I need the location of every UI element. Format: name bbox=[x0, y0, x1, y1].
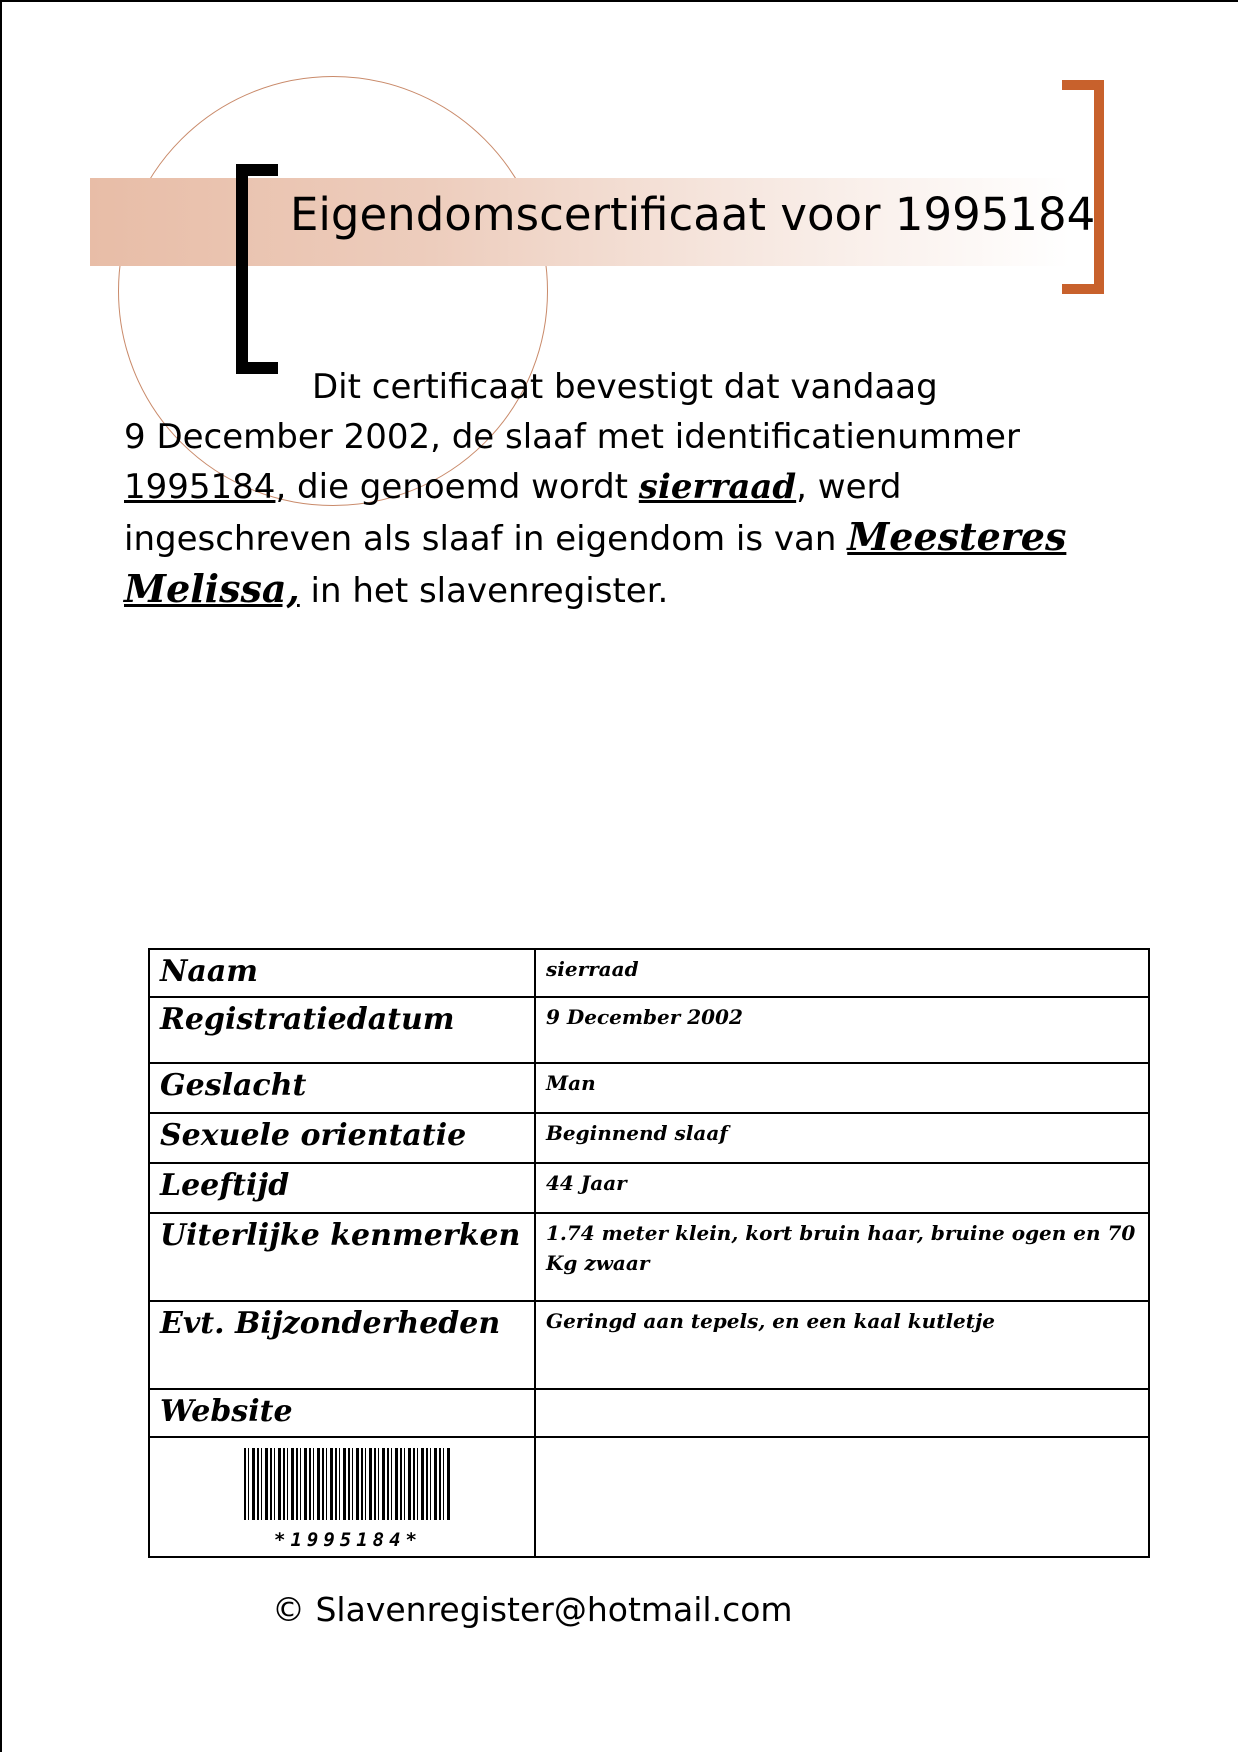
row-value-uiterlijke-kenmerken: 1.74 meter klein, kort bruin haar, bruine ogen en 70 Kg zwaar bbox=[535, 1213, 1149, 1301]
row-label-geslacht: Geslacht bbox=[149, 1063, 535, 1113]
statement-owner-name-1: Meesteres bbox=[847, 514, 1067, 559]
row-value-website bbox=[535, 1389, 1149, 1437]
row-label-leeftijd: Leeftijd bbox=[149, 1163, 535, 1213]
statement-text-5: ingeschreven als slaaf in eigendom is van bbox=[124, 519, 848, 559]
statement-id-number: 1995184 bbox=[124, 467, 276, 507]
statement-text-4: , werd bbox=[796, 467, 902, 507]
barcode-text: *1995184* bbox=[274, 1529, 422, 1551]
statement-date-text: 9 December 2002, de slaaf met identificatienummer bbox=[124, 417, 1020, 457]
row-value-bijzonderheden: Geringd aan tepels, en een kaal kutletje bbox=[535, 1301, 1149, 1389]
table-row bbox=[149, 1063, 1149, 1113]
copyright-email: © Slavenregister@hotmail.com bbox=[272, 1590, 793, 1629]
barcode-icon bbox=[244, 1448, 452, 1520]
row-value-sexuele-orientatie: Beginnend slaaf bbox=[535, 1113, 1149, 1163]
row-value-naam: sierraad bbox=[535, 949, 1149, 997]
barcode-container bbox=[160, 1442, 524, 1552]
statement-text-3: , die genoemd wordt bbox=[275, 467, 639, 507]
table-row bbox=[149, 1213, 1149, 1301]
table-row bbox=[149, 949, 1149, 997]
statement-owner-name-2: Melissa, bbox=[124, 566, 300, 611]
table-row bbox=[149, 1163, 1149, 1213]
left-bracket-decoration bbox=[236, 164, 278, 374]
row-value-leeftijd: 44 Jaar bbox=[535, 1163, 1149, 1213]
statement-slave-name: sierraad bbox=[638, 467, 797, 507]
statement-line-1: Dit certificaat bevestigt dat vandaag bbox=[312, 367, 938, 407]
registration-table bbox=[148, 948, 1150, 1558]
row-label-website: Website bbox=[149, 1389, 535, 1437]
right-bracket-decoration bbox=[1062, 80, 1104, 294]
certificate-statement bbox=[124, 362, 1084, 616]
row-value-geslacht: Man bbox=[535, 1063, 1149, 1113]
barcode-cell bbox=[149, 1437, 535, 1557]
row-label-sexuele-orientatie: Sexuele orientatie bbox=[149, 1113, 535, 1163]
table-row bbox=[149, 1301, 1149, 1389]
certificate-title: Eigendomscertificaat voor 1995184 bbox=[290, 188, 1096, 241]
table-row bbox=[149, 997, 1149, 1063]
statement-text-6: in het slavenregister. bbox=[299, 571, 669, 611]
row-label-naam: Naam bbox=[149, 949, 535, 997]
table-row bbox=[149, 1113, 1149, 1163]
row-value-registratiedatum: 9 December 2002 bbox=[535, 997, 1149, 1063]
table-row bbox=[149, 1389, 1149, 1437]
row-label-registratiedatum: Registratiedatum bbox=[149, 997, 535, 1063]
empty-cell bbox=[535, 1437, 1149, 1557]
row-label-uiterlijke-kenmerken: Uiterlijke kenmerken bbox=[149, 1213, 535, 1301]
row-label-bijzonderheden: Evt. Bijzonderheden bbox=[149, 1301, 535, 1389]
table-row bbox=[149, 1437, 1149, 1557]
